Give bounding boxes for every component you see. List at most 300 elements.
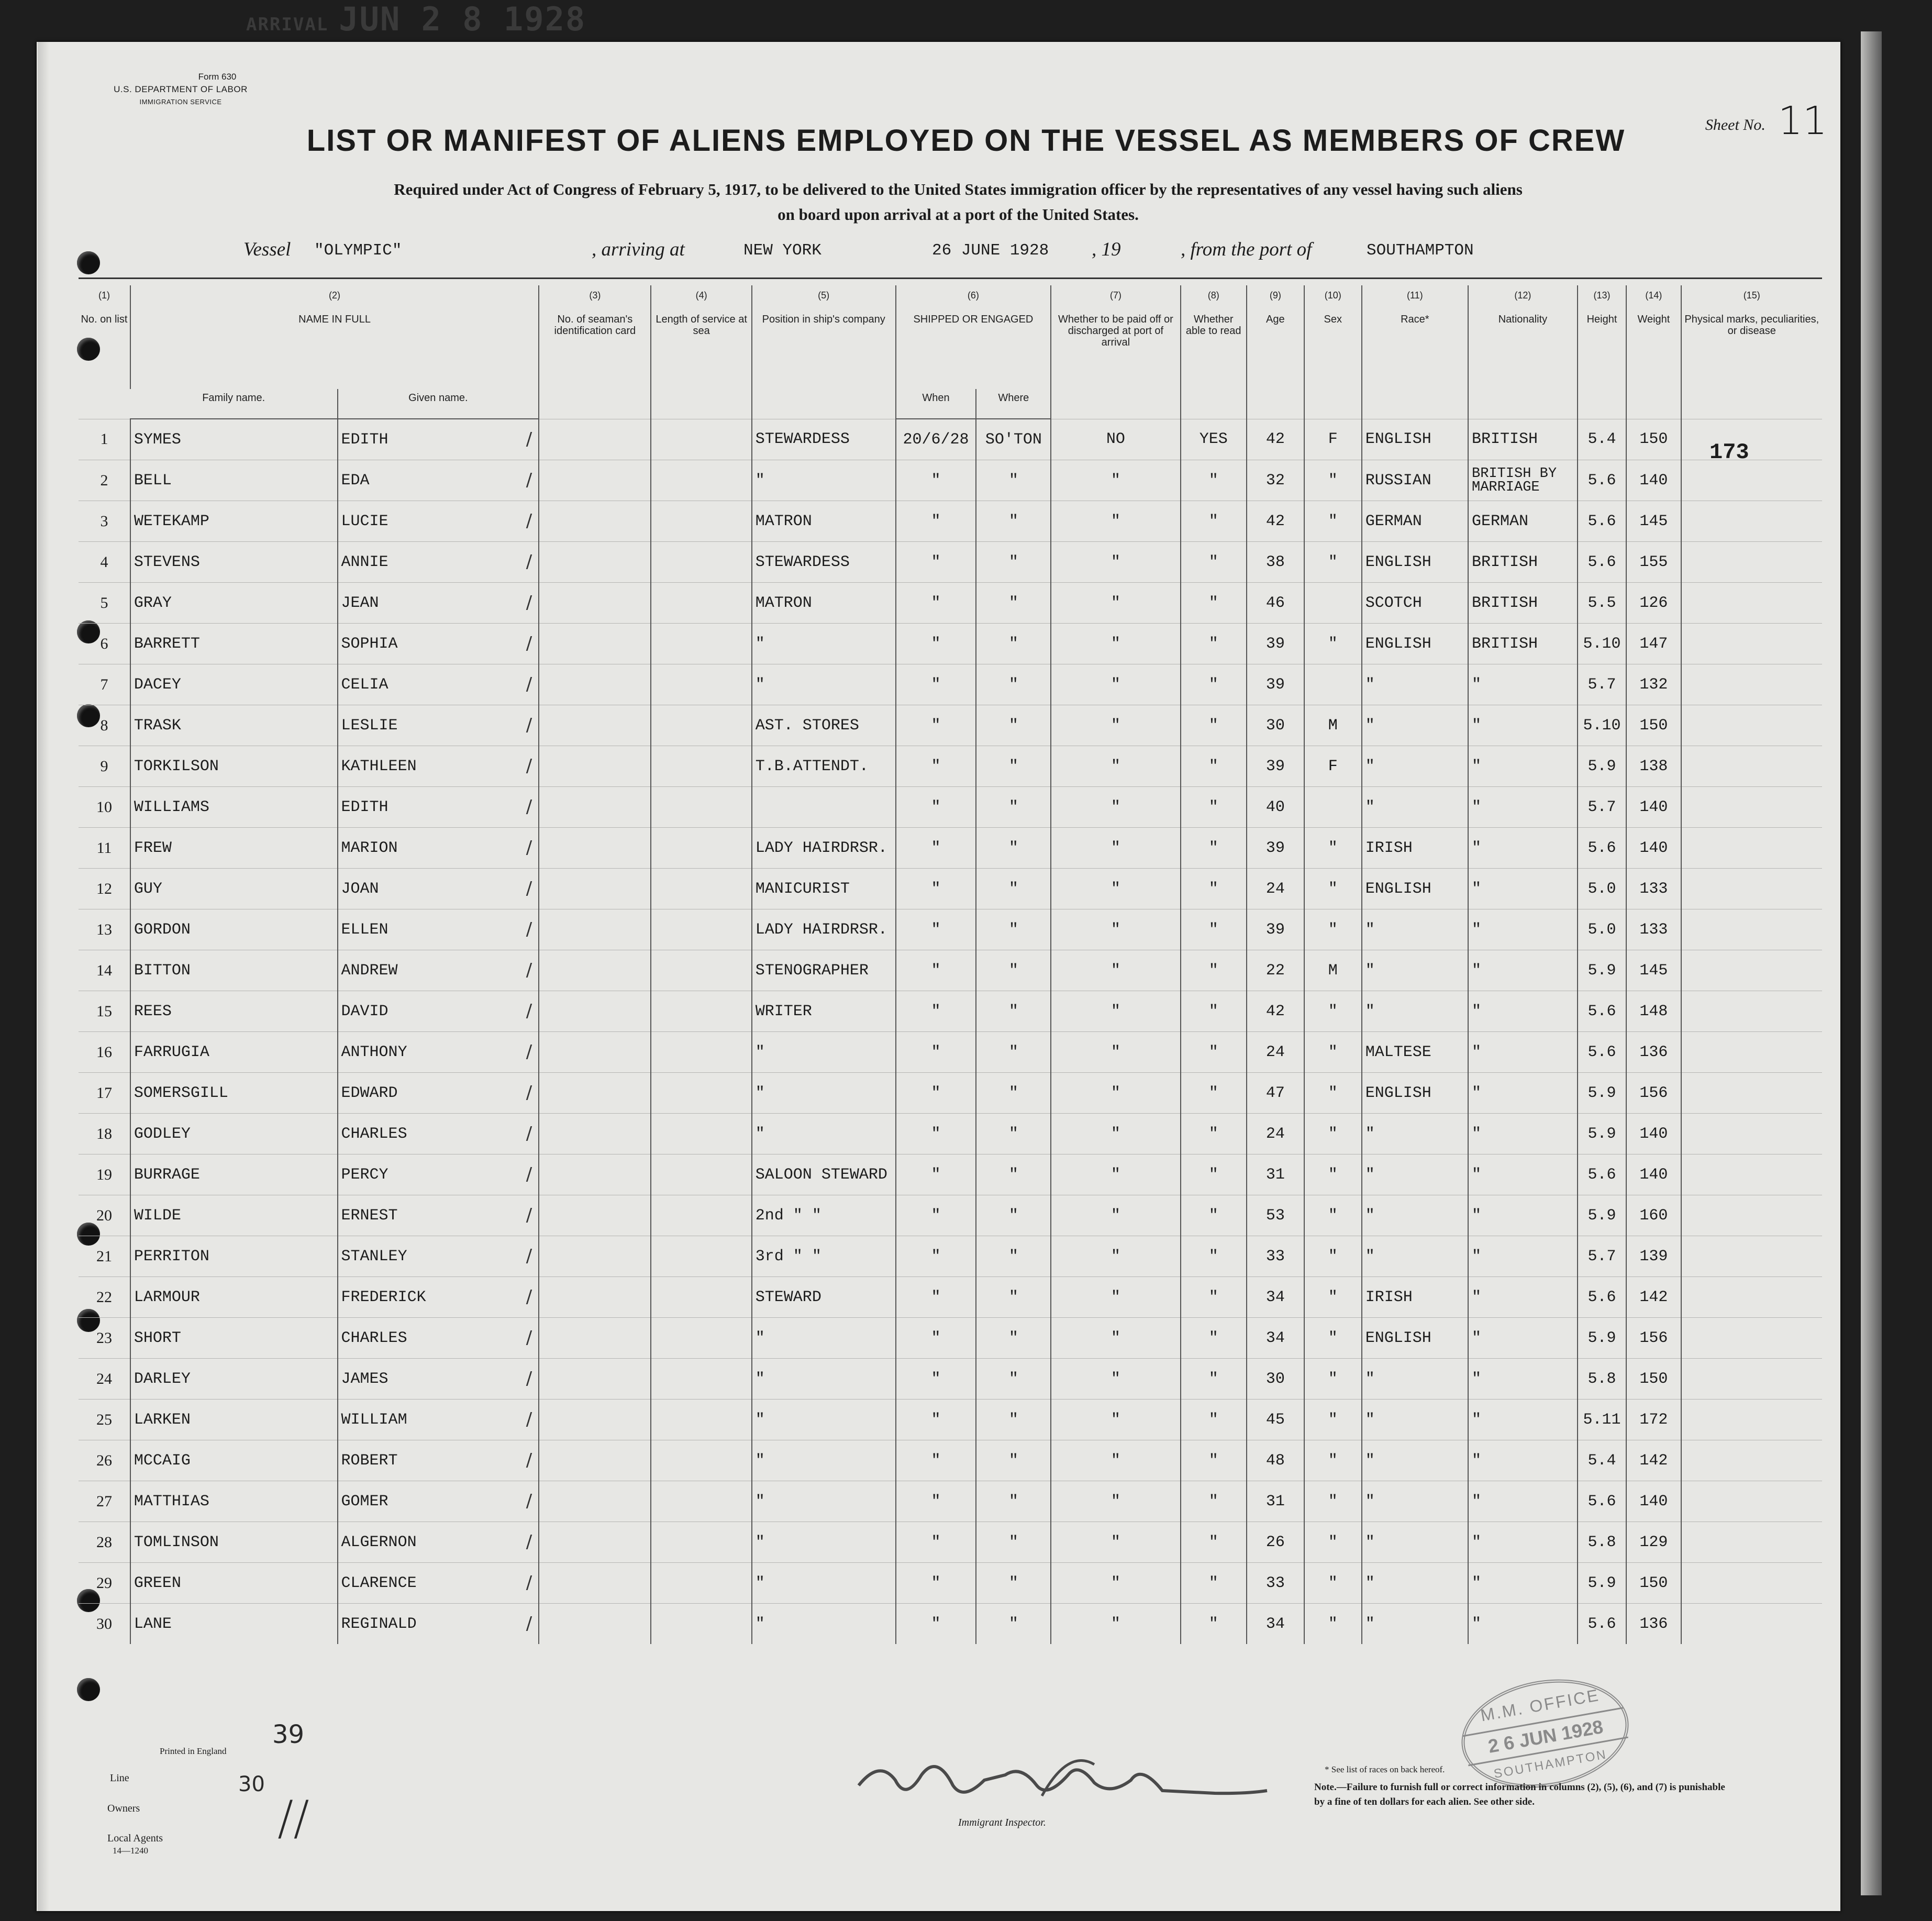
shipped-where-cell: " [976, 828, 1051, 869]
height-cell: 5.6 [1578, 1277, 1626, 1318]
row-number-cell: 19 [79, 1154, 130, 1195]
race-cell: " [1362, 909, 1468, 950]
shipped-when-cell: " [896, 542, 976, 583]
physical-marks-cell [1681, 1604, 1822, 1645]
row-number-cell: 15 [79, 991, 130, 1032]
race-cell: " [1362, 991, 1468, 1032]
shipped-where-cell: " [976, 501, 1051, 542]
col-height: (13) Height [1578, 285, 1626, 419]
row-number-cell: 26 [79, 1440, 130, 1481]
sex-cell: " [1304, 1114, 1362, 1154]
age-cell: 26 [1247, 1522, 1304, 1563]
shipped-when-cell: " [896, 1154, 976, 1195]
id-card-cell [539, 1359, 651, 1400]
nationality-cell: BRITISH [1468, 624, 1578, 664]
table-row [79, 909, 1822, 950]
age-cell: 34 [1247, 1318, 1304, 1359]
nationality-cell: BRITISH [1468, 419, 1578, 460]
table-row [79, 501, 1822, 542]
height-cell: 5.9 [1578, 1114, 1626, 1154]
service-length-cell [651, 664, 751, 705]
penalty-note: Note.—Failure to furnish full or correct information in columns (2), (5), (6), and (7) is punishable by a fine of ten dollars for each alien. See other side. [1314, 1782, 1725, 1807]
position-cell: " [752, 1604, 896, 1645]
sex-cell: " [1304, 460, 1362, 501]
col-given-name: Given name. [338, 389, 539, 419]
position-cell: MATRON [752, 501, 896, 542]
row-number-cell: 8 [79, 705, 130, 746]
able-to-read-cell: " [1181, 1073, 1247, 1114]
shipped-where-cell: " [976, 950, 1051, 991]
id-card-cell [539, 624, 651, 664]
position-cell: " [752, 1318, 896, 1359]
shipped-when-cell: " [896, 583, 976, 624]
family-name-cell: LARKEN [130, 1400, 338, 1440]
id-card-cell [539, 1073, 651, 1114]
family-name-cell: WILLIAMS [130, 787, 338, 828]
paid-off-cell: " [1051, 1359, 1180, 1400]
form-number: Form 630 [198, 72, 237, 82]
weight-cell: 142 [1626, 1440, 1681, 1481]
race-cell: " [1362, 1236, 1468, 1277]
shipped-where-cell: " [976, 1154, 1051, 1195]
check-mark-icon: / [526, 919, 532, 940]
table-row [79, 950, 1822, 991]
id-card-cell [539, 1114, 651, 1154]
height-cell: 5.4 [1578, 1440, 1626, 1481]
physical-marks-cell [1681, 1277, 1822, 1318]
id-card-cell [539, 1154, 651, 1195]
shipped-where-cell: " [976, 787, 1051, 828]
physical-marks-cell [1681, 1359, 1822, 1400]
physical-marks-cell [1681, 828, 1822, 869]
departure-port: SOUTHAMPTON [1367, 241, 1474, 260]
paid-off-cell: " [1051, 828, 1180, 869]
able-to-read-cell: " [1181, 1114, 1247, 1154]
position-cell: MATRON [752, 583, 896, 624]
age-cell: 30 [1247, 705, 1304, 746]
able-to-read-cell: " [1181, 664, 1247, 705]
sex-cell: " [1304, 828, 1362, 869]
nationality-cell: " [1468, 1073, 1578, 1114]
id-card-cell [539, 664, 651, 705]
family-name-cell: SYMES [130, 419, 338, 460]
paid-off-cell: " [1051, 787, 1180, 828]
shipped-when-cell: " [896, 1236, 976, 1277]
shipped-when-cell: " [896, 1400, 976, 1440]
weight-cell: 148 [1626, 991, 1681, 1032]
nationality-cell: " [1468, 909, 1578, 950]
check-mark-icon: / [526, 1041, 532, 1062]
crew-manifest-table [79, 285, 1822, 1644]
col-when: When [896, 389, 976, 419]
given-name-cell: SOPHIA / [338, 624, 539, 664]
shipped-when-cell: " [896, 501, 976, 542]
shipped-where-cell: " [976, 991, 1051, 1032]
age-cell: 30 [1247, 1359, 1304, 1400]
shipped-when-cell: " [896, 1522, 976, 1563]
height-cell: 5.7 [1578, 787, 1626, 828]
shipped-when-cell: " [896, 1604, 976, 1645]
able-to-read-cell: " [1181, 1481, 1247, 1522]
given-name-cell: ANDREW / [338, 950, 539, 991]
paid-off-cell: " [1051, 1277, 1180, 1318]
able-to-read-cell: " [1181, 1400, 1247, 1440]
table-row [79, 1522, 1822, 1563]
shipped-when-cell: " [896, 460, 976, 501]
race-cell: " [1362, 746, 1468, 787]
family-name-cell: GUY [130, 869, 338, 909]
paid-off-cell: " [1051, 1236, 1180, 1277]
paid-off-cell: " [1051, 1440, 1180, 1481]
race-cell: SCOTCH [1362, 583, 1468, 624]
sex-cell: M [1304, 950, 1362, 991]
id-card-cell [539, 1400, 651, 1440]
family-name-cell: STEVENS [130, 542, 338, 583]
family-name-cell: LANE [130, 1604, 338, 1645]
race-cell: " [1362, 1481, 1468, 1522]
check-mark-icon: / [526, 429, 532, 450]
family-name-cell: BURRAGE [130, 1154, 338, 1195]
physical-marks-cell [1681, 624, 1822, 664]
age-cell: 39 [1247, 909, 1304, 950]
table-row [79, 1359, 1822, 1400]
position-cell: " [752, 624, 896, 664]
position-cell: " [752, 1481, 896, 1522]
given-name-cell: KATHLEEN / [338, 746, 539, 787]
given-name-cell: CLARENCE / [338, 1563, 539, 1604]
sex-cell [1304, 583, 1362, 624]
shipped-where-cell: " [976, 1032, 1051, 1073]
family-name-cell: TORKILSON [130, 746, 338, 787]
id-card-cell [539, 460, 651, 501]
table-row [79, 460, 1822, 501]
age-cell: 22 [1247, 950, 1304, 991]
physical-marks-cell [1681, 1114, 1822, 1154]
nationality-cell: BRITISH [1468, 583, 1578, 624]
shipped-when-cell: " [896, 1073, 976, 1114]
service-length-cell [651, 909, 751, 950]
sex-cell: " [1304, 1032, 1362, 1073]
service-length-cell [651, 1195, 751, 1236]
service-length-cell [651, 419, 751, 460]
service-length-cell [651, 787, 751, 828]
weight-cell: 160 [1626, 1195, 1681, 1236]
table-row [79, 828, 1822, 869]
able-to-read-cell: " [1181, 501, 1247, 542]
able-to-read-cell: " [1181, 1522, 1247, 1563]
family-name-cell: FREW [130, 828, 338, 869]
shipped-when-cell: " [896, 1563, 976, 1604]
physical-marks-cell [1681, 1236, 1822, 1277]
nationality-cell: " [1468, 1236, 1578, 1277]
check-mark-icon: / [526, 1205, 532, 1226]
race-cell: " [1362, 705, 1468, 746]
check-mark-icon: / [526, 796, 532, 817]
sex-cell: " [1304, 1318, 1362, 1359]
race-cell: IRISH [1362, 828, 1468, 869]
service-length-cell [651, 1481, 751, 1522]
family-name-cell: DARLEY [130, 1359, 338, 1400]
given-name-cell: ANTHONY / [338, 1032, 539, 1073]
shipped-when-cell: " [896, 1318, 976, 1359]
age-cell: 32 [1247, 460, 1304, 501]
position-cell: " [752, 1032, 896, 1073]
row-number-cell: 12 [79, 869, 130, 909]
nationality-cell: " [1468, 1440, 1578, 1481]
paid-off-cell: " [1051, 950, 1180, 991]
nationality-cell: " [1468, 1563, 1578, 1604]
physical-marks-cell [1681, 991, 1822, 1032]
service-length-cell [651, 1604, 751, 1645]
shipped-where-cell: " [976, 1073, 1051, 1114]
height-cell: 5.6 [1578, 460, 1626, 501]
family-name-cell: GREEN [130, 1563, 338, 1604]
handwritten-total: 30 [238, 1772, 265, 1796]
check-mark-icon: / [526, 633, 532, 654]
id-card-cell [539, 1277, 651, 1318]
race-cell: " [1362, 1114, 1468, 1154]
vessel-line [0, 238, 1932, 280]
given-name-cell: FREDERICK / [338, 1277, 539, 1318]
age-cell: 33 [1247, 1236, 1304, 1277]
given-name-cell: CHARLES / [338, 1318, 539, 1359]
able-to-read-cell: " [1181, 1563, 1247, 1604]
col-read: (8) Whether able to read [1181, 285, 1247, 419]
nationality-cell: " [1468, 1032, 1578, 1073]
weight-cell: 138 [1626, 746, 1681, 787]
paid-off-cell: " [1051, 1073, 1180, 1114]
sheet-number: Sheet No. 11 [1705, 98, 1827, 143]
position-cell: WRITER [752, 991, 896, 1032]
id-card-cell [539, 991, 651, 1032]
service-length-cell [651, 1522, 751, 1563]
position-cell: 2nd " " [752, 1195, 896, 1236]
family-name-cell: TOMLINSON [130, 1522, 338, 1563]
col-name: (2) NAME IN FULL [130, 285, 539, 389]
shipped-where-cell: " [976, 1359, 1051, 1400]
col-no: (1) No. on list [81, 290, 128, 325]
nationality-cell: " [1468, 828, 1578, 869]
age-cell: 24 [1247, 869, 1304, 909]
height-cell: 5.6 [1578, 1481, 1626, 1522]
paid-off-cell: " [1051, 1522, 1180, 1563]
service-length-cell [651, 705, 751, 746]
able-to-read-cell: " [1181, 1277, 1247, 1318]
shipped-when-cell: " [896, 1481, 976, 1522]
col-weight: (14) Weight [1626, 285, 1681, 419]
row-number-cell: 11 [79, 828, 130, 869]
paid-off-cell: " [1051, 1195, 1180, 1236]
family-name-cell: DACEY [130, 664, 338, 705]
check-mark-icon: / [526, 1409, 532, 1430]
given-name-cell: REGINALD / [338, 1604, 539, 1645]
row-number-cell: 23 [79, 1318, 130, 1359]
family-name-cell: SOMERSGILL [130, 1073, 338, 1114]
shipped-where-cell: " [976, 1195, 1051, 1236]
nationality-cell: " [1468, 950, 1578, 991]
race-cell: GERMAN [1362, 501, 1468, 542]
paid-off-cell: " [1051, 542, 1180, 583]
nationality-cell: " [1468, 787, 1578, 828]
shipped-where-cell: " [976, 542, 1051, 583]
able-to-read-cell: " [1181, 869, 1247, 909]
height-cell: 5.9 [1578, 1318, 1626, 1359]
race-cell: " [1362, 1604, 1468, 1645]
height-cell: 5.11 [1578, 1400, 1626, 1440]
shipped-when-cell: " [896, 1114, 976, 1154]
sex-cell: F [1304, 746, 1362, 787]
paid-off-cell: " [1051, 664, 1180, 705]
check-mark-icon: / [526, 1613, 532, 1634]
shipped-when-cell: " [896, 1195, 976, 1236]
paid-off-cell: " [1051, 460, 1180, 501]
paid-off-cell: " [1051, 501, 1180, 542]
position-cell: " [752, 1073, 896, 1114]
weight-cell: 150 [1626, 1359, 1681, 1400]
table-row [79, 705, 1822, 746]
race-cell: " [1362, 1359, 1468, 1400]
shipped-where-cell: " [976, 705, 1051, 746]
shipped-when-cell: " [896, 1032, 976, 1073]
weight-cell: 155 [1626, 542, 1681, 583]
race-cell: " [1362, 1154, 1468, 1195]
row-number-cell: 7 [79, 664, 130, 705]
id-card-cell [539, 1604, 651, 1645]
handwritten-mark: // [277, 1791, 309, 1846]
position-cell: 3rd " " [752, 1236, 896, 1277]
physical-marks-cell [1681, 583, 1822, 624]
given-name-cell: JEAN / [338, 583, 539, 624]
service-length-cell [651, 991, 751, 1032]
nationality-cell: " [1468, 1318, 1578, 1359]
service-length-cell [651, 1359, 751, 1400]
row-number-cell: 27 [79, 1481, 130, 1522]
height-cell: 5.7 [1578, 664, 1626, 705]
given-name-cell: ELLEN / [338, 909, 539, 950]
check-mark-icon: / [526, 1246, 532, 1267]
service-length-cell [651, 950, 751, 991]
table-row [79, 1400, 1822, 1440]
sex-cell: " [1304, 1563, 1362, 1604]
shipped-when-cell: " [896, 991, 976, 1032]
service-length-cell [651, 1277, 751, 1318]
col-nationality: (12) Nationality [1468, 285, 1578, 419]
weight-cell: 142 [1626, 1277, 1681, 1318]
row-number-cell: 22 [79, 1277, 130, 1318]
able-to-read-cell: " [1181, 542, 1247, 583]
row-number-cell: 30 [79, 1604, 130, 1645]
given-name-cell: LESLIE / [338, 705, 539, 746]
check-mark-icon: / [526, 1327, 532, 1348]
race-cell: ENGLISH [1362, 1073, 1468, 1114]
col-paid-off: (7) Whether to be paid off or discharged at port of arrival [1051, 285, 1180, 419]
table-row [79, 991, 1822, 1032]
sex-cell: " [1304, 991, 1362, 1032]
position-cell: LADY HAIRDRSR. [752, 828, 896, 869]
position-cell: SALOON STEWARD [752, 1154, 896, 1195]
table-row [79, 664, 1822, 705]
id-card-cell [539, 419, 651, 460]
col-where: Where [976, 389, 1051, 419]
paid-off-cell: " [1051, 746, 1180, 787]
shipped-when-cell: " [896, 1359, 976, 1400]
physical-marks-cell [1681, 950, 1822, 991]
family-name-cell: SHORT [130, 1318, 338, 1359]
service-length-cell [651, 460, 751, 501]
physical-marks-cell [1681, 746, 1822, 787]
height-cell: 5.6 [1578, 1604, 1626, 1645]
age-cell: 47 [1247, 1073, 1304, 1114]
weight-cell: 133 [1626, 909, 1681, 950]
height-cell: 5.8 [1578, 1522, 1626, 1563]
weight-cell: 150 [1626, 705, 1681, 746]
row-number-cell: 24 [79, 1359, 130, 1400]
arriving-port: NEW YORK [743, 241, 821, 260]
able-to-read-cell: " [1181, 1359, 1247, 1400]
height-cell: 5.9 [1578, 1073, 1626, 1114]
arrival-date: 26 JUNE 1928 [932, 241, 1049, 260]
page-stack-edge [1861, 31, 1882, 1895]
id-card-cell [539, 501, 651, 542]
service-length-cell [651, 624, 751, 664]
able-to-read-cell: " [1181, 1318, 1247, 1359]
shipped-when-cell: " [896, 950, 976, 991]
race-cell: IRISH [1362, 1277, 1468, 1318]
race-cell: ENGLISH [1362, 542, 1468, 583]
position-cell: " [752, 1440, 896, 1481]
service-length-cell [651, 1114, 751, 1154]
physical-marks-cell [1681, 869, 1822, 909]
row-number-cell: 16 [79, 1032, 130, 1073]
page-title: LIST OR MANIFEST OF ALIENS EMPLOYED ON THE VESSEL AS MEMBERS OF CREW [306, 124, 1626, 158]
id-card-cell [539, 1522, 651, 1563]
nationality-cell: " [1468, 746, 1578, 787]
family-name-cell: PERRITON [130, 1236, 338, 1277]
id-card-cell [539, 1481, 651, 1522]
physical-marks-cell [1681, 787, 1822, 828]
given-name-cell: STANLEY / [338, 1236, 539, 1277]
able-to-read-cell: " [1181, 583, 1247, 624]
col-race: (11) Race* [1362, 285, 1468, 419]
office-stamp: M.M. OFFICE 2 6 JUN 1928 SOUTHAMPTON [1453, 1667, 1637, 1801]
row-number-cell: 14 [79, 950, 130, 991]
age-cell: 24 [1247, 1032, 1304, 1073]
family-name-cell: BARRETT [130, 624, 338, 664]
given-name-cell: DAVID / [338, 991, 539, 1032]
physical-marks-cell [1681, 705, 1822, 746]
height-cell: 5.0 [1578, 909, 1626, 950]
able-to-read-cell: " [1181, 1236, 1247, 1277]
inspector-signature [848, 1744, 1278, 1812]
col-family-name: Family name. [130, 389, 338, 419]
table-row [79, 583, 1822, 624]
age-cell: 39 [1247, 746, 1304, 787]
age-cell: 34 [1247, 1604, 1304, 1645]
given-name-cell: ALGERNON / [338, 1522, 539, 1563]
position-cell [752, 787, 896, 828]
id-card-cell [539, 909, 651, 950]
shipped-where-cell: SO'TON [976, 419, 1051, 460]
weight-cell: 140 [1626, 1154, 1681, 1195]
weight-cell: 126 [1626, 583, 1681, 624]
weight-cell: 140 [1626, 787, 1681, 828]
family-name-cell: LARMOUR [130, 1277, 338, 1318]
check-mark-icon: / [526, 1491, 532, 1512]
physical-marks-cell [1681, 501, 1822, 542]
family-name-cell: WILDE [130, 1195, 338, 1236]
id-card-cell [539, 869, 651, 909]
weight-cell: 145 [1626, 950, 1681, 991]
